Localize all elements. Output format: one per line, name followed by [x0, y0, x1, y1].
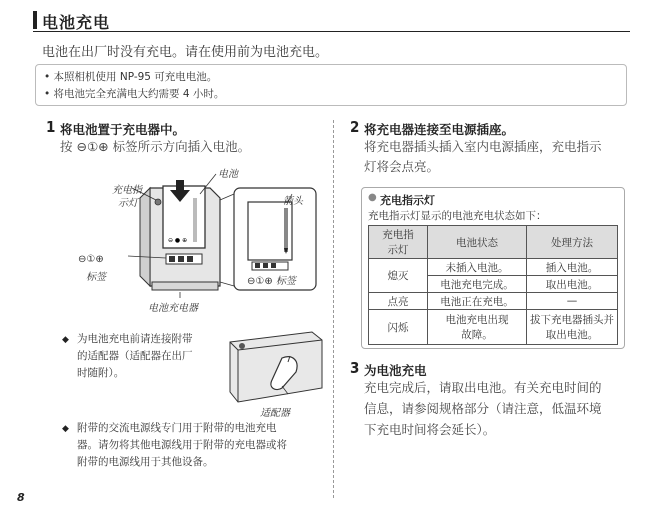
table-cell: 拔下充电器插头并 取出电池。 — [527, 310, 618, 345]
label-adapter: 适配器 — [260, 408, 290, 419]
bullet-line: 附带的电源线用于其他设备。 — [77, 456, 214, 468]
table-cell: 闪烁 — [369, 310, 428, 345]
step-3-text: 下充电时间将会延长）。 — [364, 422, 496, 437]
table-cell: 取出电池。 — [527, 276, 618, 293]
charger-illustration — [70, 158, 330, 318]
label-arrow: 箭头 — [283, 196, 303, 207]
table-cell: 电池充电出现 故障。 — [428, 310, 527, 345]
lamp-icon: ● — [368, 192, 377, 203]
battery-polarity: ⊖ ● ⊕ — [168, 237, 188, 244]
table-cell: 插入电池。 — [527, 259, 618, 276]
diamond-bullet-icon: ◆ — [62, 424, 69, 434]
label-charge-lamp: 充电指 — [112, 185, 142, 196]
step-1-text: 按 ⊖①⊕ 标签所示方向插入电池。 — [60, 139, 251, 154]
title-rule — [33, 31, 630, 32]
table-header: 电池状态 — [428, 226, 527, 259]
table-cell: 点亮 — [369, 293, 428, 310]
table-row — [369, 293, 618, 310]
page-number: 8 — [17, 491, 25, 504]
bullet-line: 为电池充电前请连接附带 — [77, 333, 193, 345]
label-battery: 电池 — [218, 169, 238, 180]
column-divider — [333, 120, 334, 498]
indicator-table — [368, 225, 618, 345]
label-polarity: ⊖①⊕ — [78, 254, 104, 265]
label-charge-lamp: 示灯 — [118, 198, 138, 209]
intro-text: 电池在出厂时没有充电。请在使用前为电池充电。 — [42, 45, 329, 60]
table-cell: 未插入电池。 — [428, 259, 527, 276]
table-cell: 熄灭 — [369, 259, 428, 293]
step-2-text: 将充电器插头插入室内电源插座，充电指示 — [364, 139, 602, 154]
table-row — [369, 310, 618, 345]
bullet-line: 的适配器（适配器在出厂 — [77, 350, 193, 362]
note-line: • 将电池完全充满电大约需要 4 小时。 — [44, 88, 225, 100]
adapter-illustration — [222, 328, 327, 408]
step-2-title: 将充电器连接至电源插座。 — [364, 122, 515, 137]
bullet-line: 时随附）。 — [77, 367, 125, 379]
bullet-line: 附带的交流电源线专门用于附带的电池充电 — [77, 422, 277, 434]
step-3-number: 3 — [350, 359, 360, 377]
table-header: 充电指 示灯 — [369, 226, 428, 259]
bullet-line: 器。请勿将其他电源线用于附带的充电器或将 — [77, 439, 287, 451]
step-2-text: 灯将会点亮。 — [364, 159, 440, 174]
label-polarity-inline: ⊖①⊕ 标签 — [247, 276, 296, 287]
table-cell: 电池充电完成。 — [428, 276, 527, 293]
step-3-text: 充电完成后，请取出电池。有关充电时间的 — [364, 380, 602, 395]
table-row — [369, 259, 618, 276]
charger-side — [140, 188, 150, 286]
note-line: • 本照相机使用 NP-95 可充电电池。 — [44, 71, 218, 83]
title-bar — [33, 11, 37, 29]
diamond-bullet-icon: ◆ — [62, 335, 69, 345]
step-3-text: 信息，请参阅规格部分（请注意，低温环境 — [364, 401, 602, 416]
step-3-title: 为电池充电 — [364, 363, 427, 378]
table-cell: 电池正在充电。 — [428, 293, 527, 310]
indicator-subtitle: 充电指示灯显示的电池充电状态如下： — [368, 210, 547, 222]
step-1-number: 1 — [46, 118, 56, 136]
page-title: 电池充电 — [42, 13, 111, 32]
table-header: 处理方法 — [527, 226, 618, 259]
label-charger: 电池充电器 — [148, 303, 198, 314]
step-1-title: 将电池置于充电器中。 — [60, 122, 186, 137]
table-cell: — — [527, 293, 618, 310]
label-polarity-tag: 标签 — [86, 272, 106, 283]
step-2-number: 2 — [350, 118, 360, 136]
indicator-title: 充电指示灯 — [380, 194, 435, 207]
battery-arrow-marks — [193, 198, 197, 242]
